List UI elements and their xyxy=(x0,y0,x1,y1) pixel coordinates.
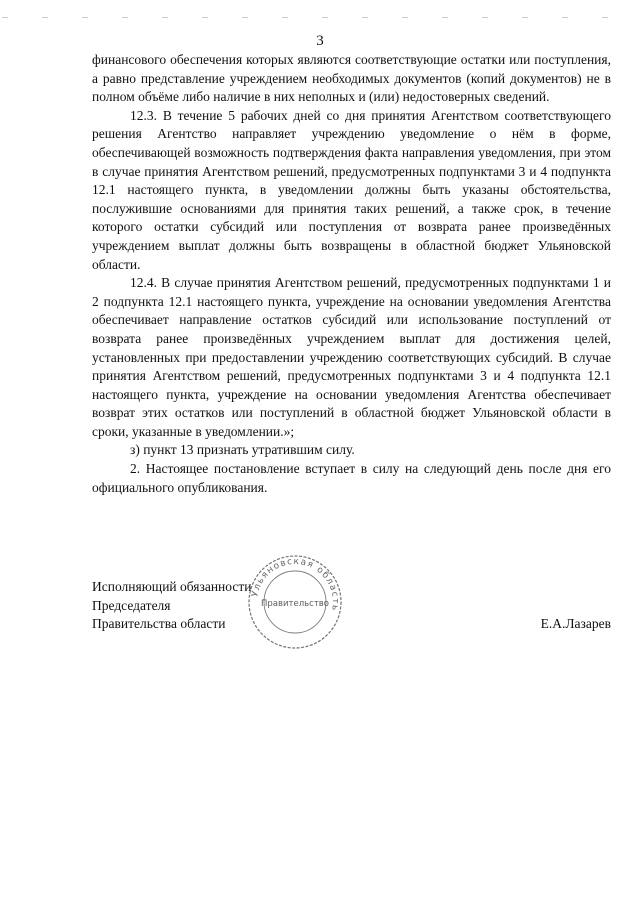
signature-block xyxy=(92,578,611,634)
paragraph-effective-date: 2. Настоящее постановление вступает в силу на следующий день после дня его официального опубликования. xyxy=(92,461,611,495)
signatory-name: Е.А.Лазарев xyxy=(540,616,611,631)
paragraph-item-z: з) пункт 13 признать утратившим силу. xyxy=(130,442,355,458)
signatory-title-line3: Правительства области xyxy=(92,616,226,632)
page-number: 3 xyxy=(316,33,324,49)
document-body xyxy=(92,51,611,497)
svg-text:Правительство: Правительство xyxy=(261,599,329,609)
svg-text:Ульяновская область: Ульяновская область xyxy=(250,556,341,613)
signatory-title-line2: Председателя xyxy=(92,597,171,613)
paragraph-continuation: финансового обеспечения которых являются соответствующие остатки или поступления, а равно представление учреждением необходимых документов (копий документов) не в полном объёме либо наличие в них неполных и (или) недостоверных сведений. xyxy=(92,52,611,105)
scan-mark xyxy=(2,17,638,18)
signatory-title-line1: Исполняющий обязанности xyxy=(92,579,252,594)
official-seal xyxy=(245,552,345,652)
paragraph-12-3: 12.3. В течение 5 рабочих дней со дня принятия Агентством соответствующего решения Агентство направляет учреждению уведомление о нём в форме, обеспечивающей возможность подтверждения факта направления уведомления, при этом в случае принятия Агентством решений, предусмотренных подпунктами 3 и 4 подпункта 12.1 настоящего пункта, в уведомлении должны быть указаны обстоятельства, послужившие основаниями для принятия таких решений, а также срок, в течение которого остатки субсидий или поступления от возврата ранее произведённых учреждением выплат должны быть возвращены в областной бюджет Ульяновской области. xyxy=(92,107,611,272)
paragraph-12-4: 12.4. В случае принятия Агентством решений, предусмотренных подпунктами 1 и 2 подпункта 12.1 настоящего пункта, учреждение на основании уведомления Агентства обеспечивает направление остатков субсидий или использование поступлений от возврата ранее произведённых учреждением выплат для достижения целей, установленных при предоставлении учреждению соответствующих субсидий. В случае принятия Агентством решений, предусмотренных подпунктами 3 и 4 подпункта 12.1 настоящего пункта, учреждение на основании уведомления Агентства обеспечивает возврат этих остатков или поступлений в областной бюджет Ульяновской области в сроки, указанные в уведомлении.»; xyxy=(92,275,611,439)
